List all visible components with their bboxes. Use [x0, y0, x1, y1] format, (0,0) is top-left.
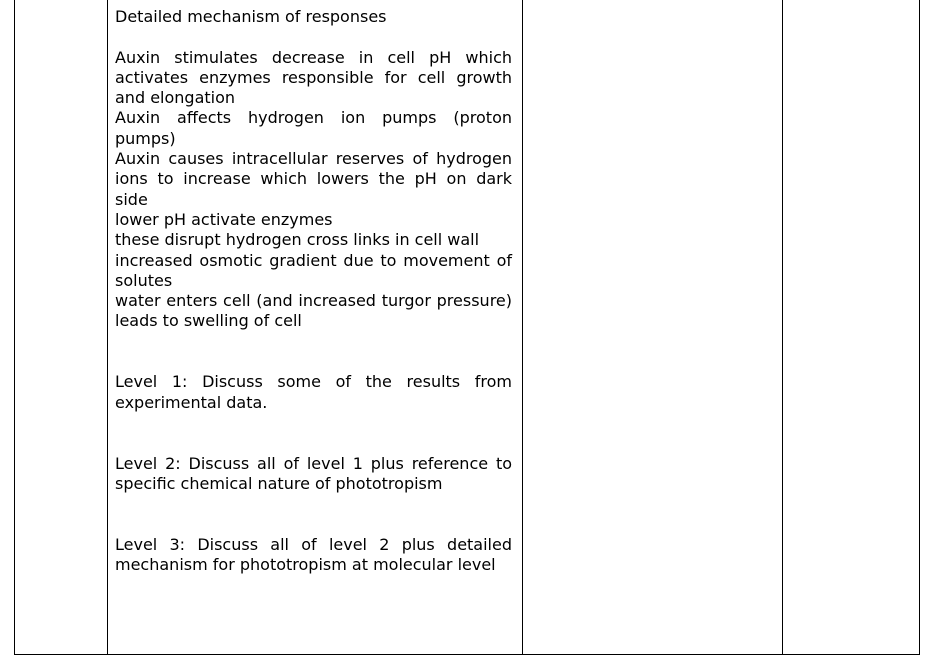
mechanism-point: water enters cell (and increased turgor pressure) leads to swelling of cell [115, 291, 512, 331]
mechanism-point: lower pH activate enzymes [115, 209, 333, 229]
column-divider-3 [782, 0, 783, 654]
mechanism-point: Auxin affects hydrogen ion pumps (proton pumps) [115, 108, 512, 148]
level-1-descriptor: Level 1: Discuss some of the results from experimental data. [115, 372, 512, 412]
answer-cell [115, 7, 512, 575]
column-divider-2 [522, 0, 523, 654]
mechanism-point: Auxin stimulates decrease in cell pH which activates enzymes responsible for cell growth and elongation [115, 47, 512, 108]
mechanism-point: increased osmotic gradient due to movement of solutes [115, 250, 512, 290]
level-3-descriptor: Level 3: Discuss all of level 2 plus detailed mechanism for phototropism at molecular level [115, 534, 512, 575]
mechanism-point: these disrupt hydrogen cross links in cell wall [115, 230, 480, 250]
level-2-descriptor: Level 2: Discuss all of level 1 plus reference to specific chemical nature of phototropism [115, 453, 512, 493]
mechanism-point: Auxin causes intracellular reserves of hydrogen ions to increase which lowers the pH on dark side [115, 149, 512, 209]
column-divider-1 [107, 0, 108, 654]
section-heading: Detailed mechanism of responses [115, 7, 387, 26]
